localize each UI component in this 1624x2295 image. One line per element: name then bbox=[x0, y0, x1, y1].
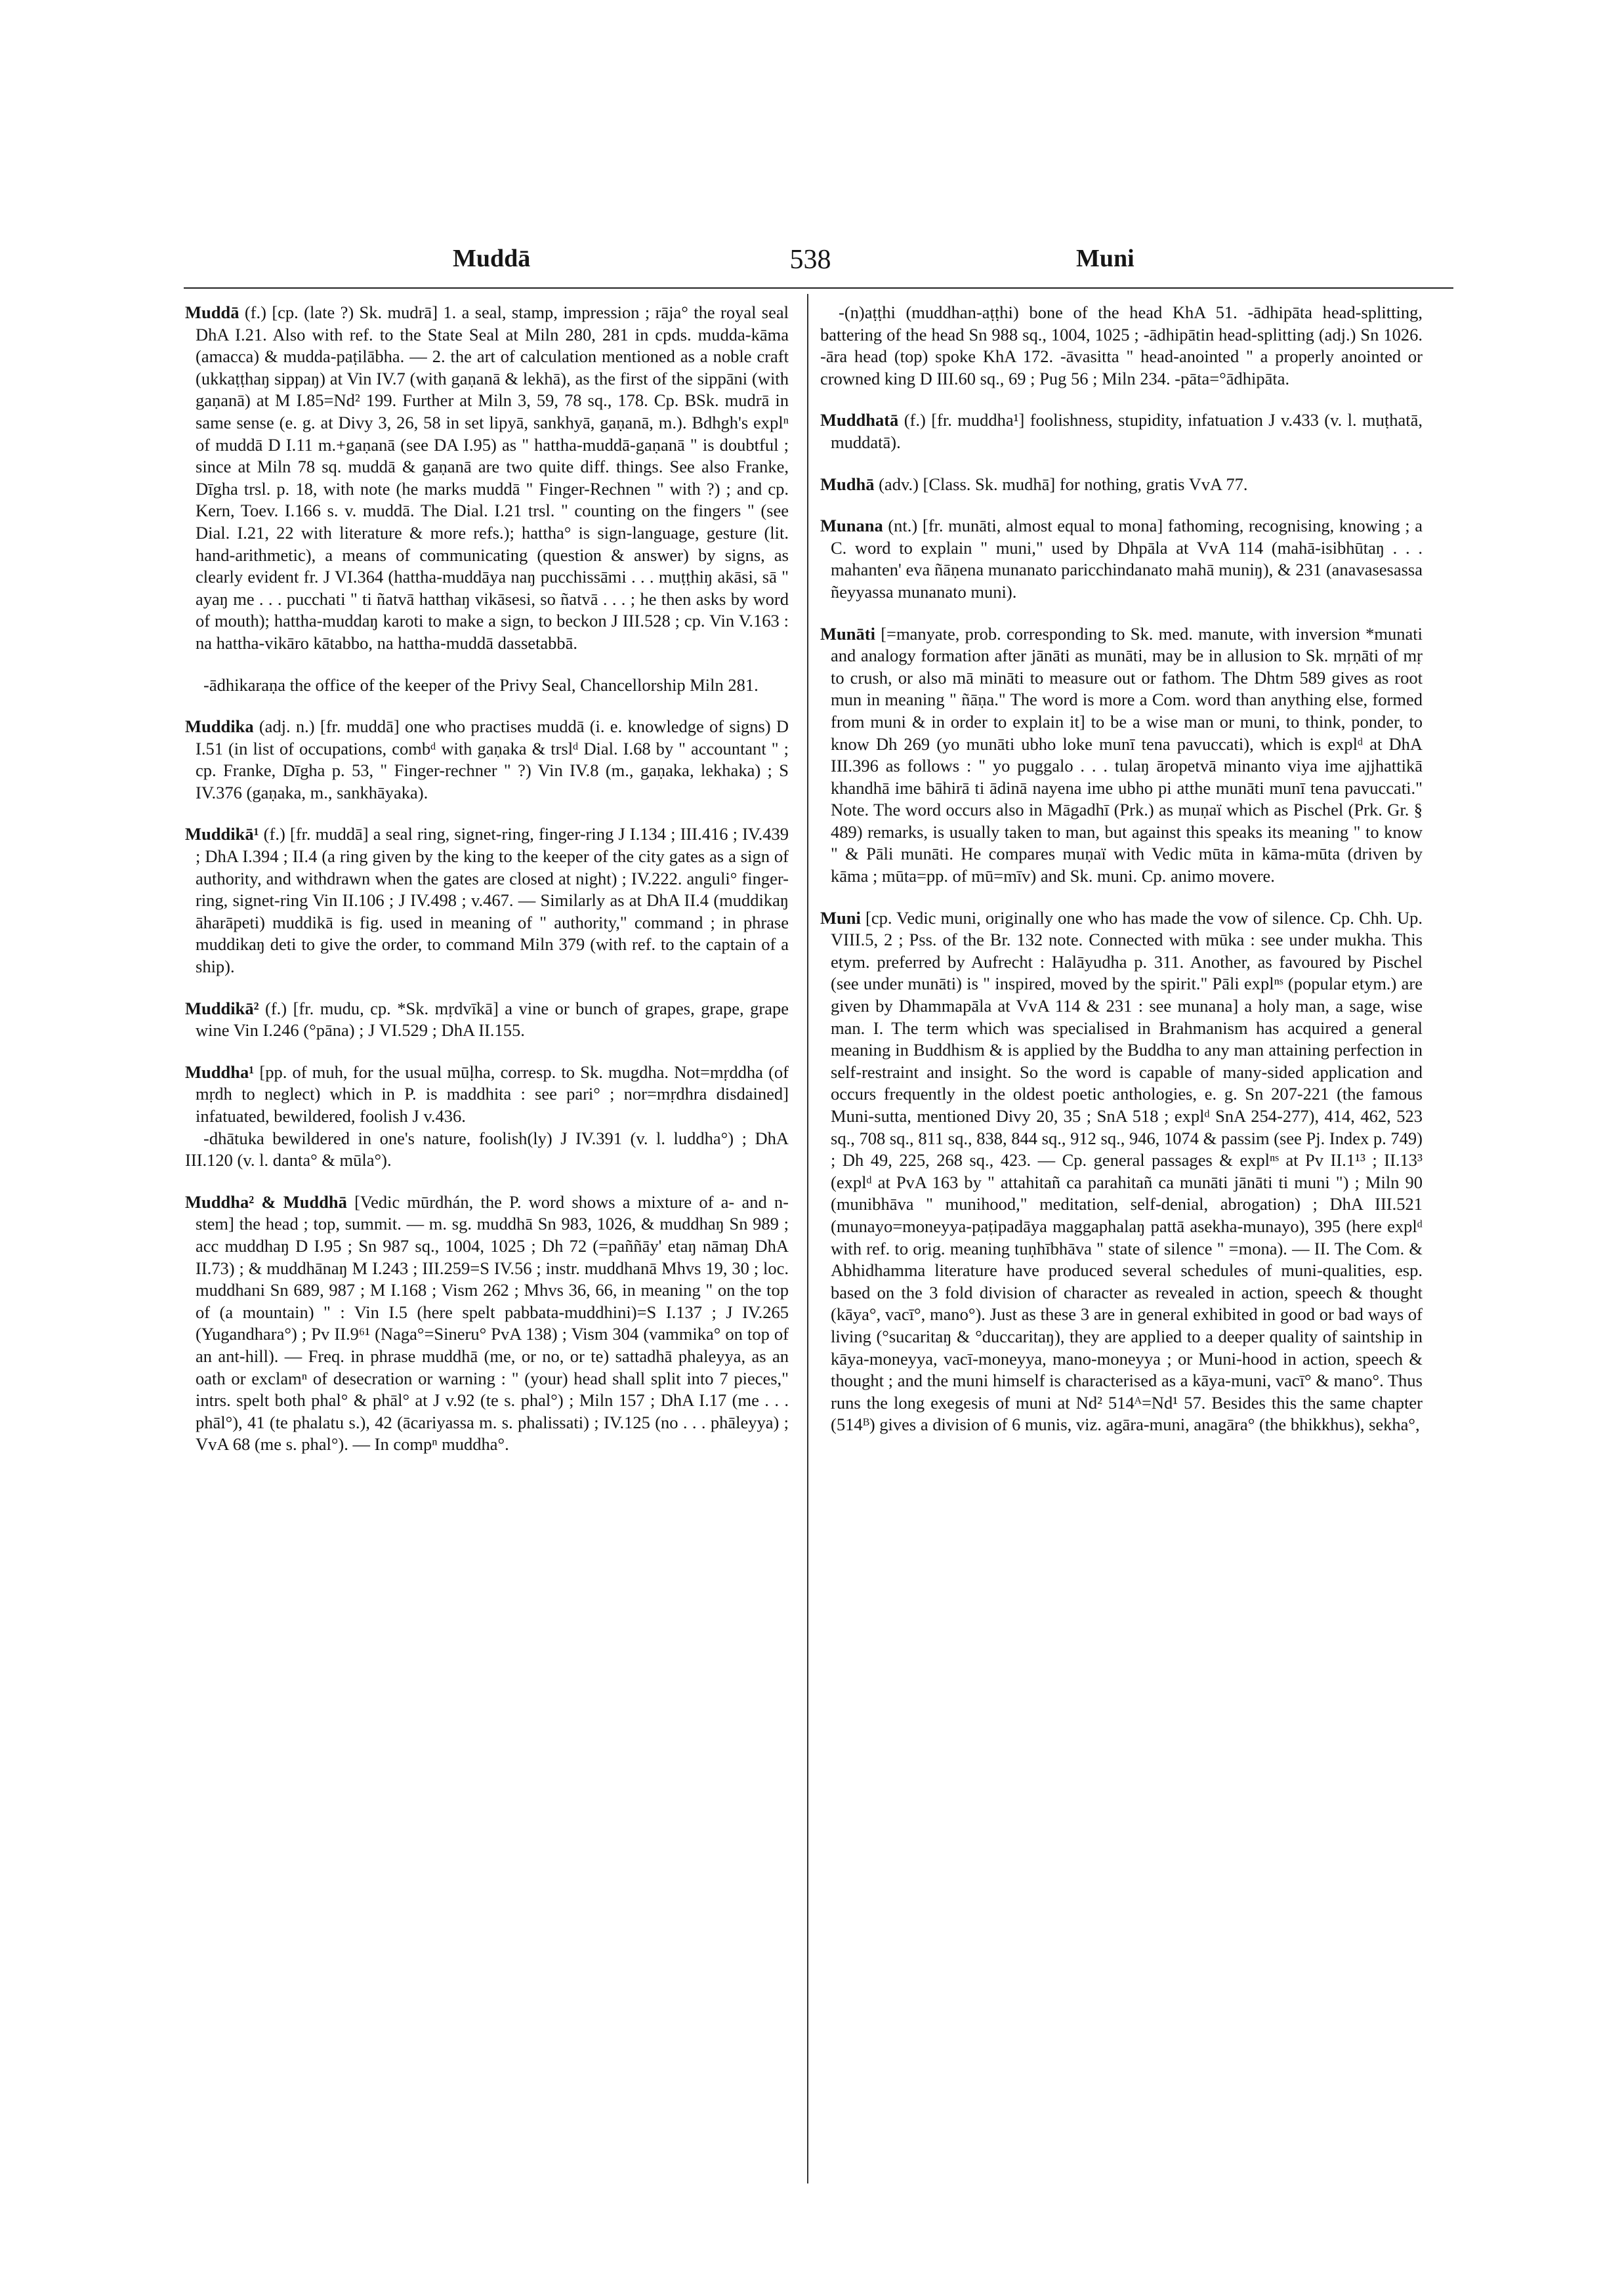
entry-mudda bbox=[185, 302, 789, 655]
headword: Muddika bbox=[185, 716, 254, 737]
headword: Muni bbox=[820, 907, 861, 928]
header-rule bbox=[184, 287, 1453, 289]
entry-muddika-2 bbox=[185, 998, 789, 1042]
definition: (adj. n.) [fr. muddā] one who practises muddā (i. e. knowledge of signs) D I.51 (in list of occupations, combᵈ with gaṇaka & trslᵈ Dial. I.68 by " accountant " ; cp. Franke, Dīgha p. 53, " Finger-rechner " ?) Vin IV.8 (m., gaṇaka, lekhaka) ; S IV.376 (gaṇaka, m., sankhāyaka). bbox=[196, 716, 789, 802]
headword: Munāti bbox=[820, 623, 875, 644]
entry-muddhata bbox=[820, 409, 1423, 453]
continuation-muddha-compounds: -(n)aṭṭhi (muddhan-aṭṭhi) bone of the head KhA 51. -ādhipāta head-splitting, battering of the head Sn 988 sq., 1004, 1025 ; -ādhipātin head-splitting (adj.) Sn 1026. -āra head (top) spoke KhA 172. -āvasitta " head-anointed " a properly anointed or crowned king D III.60 sq., 69 ; Pug 56 ; Miln 234. -pāta=°ādhipāta. bbox=[820, 302, 1423, 388]
headword: Muddha² & Muddhā bbox=[185, 1191, 347, 1212]
header-right-headword: Muni bbox=[1076, 245, 1135, 272]
definition: [=manyate, prob. corresponding to Sk. med. manute, with inversion *munati and analogy formation after jānāti as munāti, may be in allusion to Sk. mṛṇāti of mṛ to crush, or also mā mināti to measure out or fathom. The Dhtm 589 gives as root mun in meaning " ñāṇa." The word is more a Com. word than anything else, formed from muni & in order to explain it] to be a wise man or muni, to think, ponder, to know Dh 269 (yo munāti ubho loke munī tena pavuccati), which is explᵈ at DhA III.396 as follows : " yo puggalo . . . tulaŋ āropetvā minanto viya ime ajjhattikā khandhā ime bāhirā ti ādinā nayena ime ubho pi atthe munāti munī tena pavuccati." Note. The word occurs also in Māgadhī (Prk.) as muṇaï which as Pischel (Prk. Gr. § 489) remarks, is usually taken to man, but against this speaks its meaning " to know " & Pāli munāti. He compares muṇaï with Vedic mūta in kāma-mūta (driven by kāma ; mūta=pp. of mū=mīv) and Sk. muni. Cp. animo movere. bbox=[831, 623, 1423, 886]
left-column bbox=[185, 302, 789, 1476]
definition: (adv.) [Class. Sk. mudhā] for nothing, gratis VvA 77. bbox=[879, 474, 1248, 494]
entry-muddha-1 bbox=[185, 1062, 789, 1128]
headword: Muddā bbox=[185, 302, 239, 322]
entry-muddika-1 bbox=[185, 823, 789, 978]
column-divider bbox=[807, 294, 808, 2183]
headword: Muddhatā bbox=[820, 410, 899, 430]
headword: Muddikā¹ bbox=[185, 824, 259, 844]
page-number: 538 bbox=[789, 245, 831, 275]
header-left-headword: Muddā bbox=[453, 245, 531, 272]
entry-mudha bbox=[820, 474, 1423, 496]
definition: (f.) [cp. (late ?) Sk. mudrā] 1. a seal, stamp, impression ; rāja° the royal seal DhA I.21. Also with ref. to the State Seal at Miln 280, 281 in cpds. mudda-kāma (amacca) & mudda-paṭilābha. — 2. the art of calculation mentioned as a noble craft (ukkaṭṭhaŋ sippaŋ) at Vin IV.7 (with gaṇanā & lekhā), as the first of the sippāni (with gaṇanā) at M I.85=Nd² 199. Further at Miln 3, 59, 78 sq., 178. Cp. BSk. mudrā in same sense (e. g. at Divy 3, 26, 58 in set lipyā, sankhyā, gaṇanā, m.). Bdhgh's explⁿ of muddā D I.11 m.+gaṇanā (see DA I.95) as " hattha-muddā-gaṇanā " is doubtful ; since at Miln 78 sq. muddā & gaṇanā are two quite diff. things. See also Franke, Dīgha trsl. p. 18, with note (he marks muddā " Finger-Rechnen " with ?) ; and cp. Kern, Toev. I.166 s. v. muddā. The Dial. I.21 trsl. " counting on the fingers " (see Dial. I.21, 22 with literature & more refs.); hattha° is sign-language, gesture (lit. hand-arithmetic), a means of communicating (question & answer) by signs, as clearly evident fr. J VI.364 (hattha-muddāya naŋ pucchissāmi . . . muṭṭhiŋ akāsi, sā " ayaŋ me . . . pucchati " ti ñatvā hatthaŋ vikāsesi, so ñatvā . . . ; he then asks by word of mouth); hattha-muddaŋ karoti to make a sign, to beckon J III.528 ; cp. Vin V.163 : na hattha-vikāro kātabbo, na hattha-muddā dassetabbā. bbox=[196, 302, 789, 653]
running-head bbox=[0, 244, 1624, 290]
subentry-muddha-dhatuka: -dhātuka bewildered in one's nature, foolish(ly) J IV.391 (v. l. luddha°) ; DhA III.120 (v. l. danta° & mūla°). bbox=[185, 1128, 789, 1170]
entry-muddika bbox=[185, 716, 789, 804]
entry-munati bbox=[820, 623, 1423, 888]
entry-muddha-2 bbox=[185, 1191, 789, 1456]
definition: (nt.) [fr. munāti, almost equal to mona] fathoming, recognising, knowing ; a C. word to explain " muni," used by Dhpāla at VvA 114 (mahā-isibhūtaŋ . . . mahanten' eva ñāṇena munanato paricchindanato mahā muniŋ), & 231 (anavasesassa ñeyyassa munanato muni). bbox=[831, 516, 1423, 602]
definition: [cp. Vedic muni, originally one who has made the vow of silence. Cp. Chh. Up. VIII.5, 2 ; Pss. of the Br. 132 note. Connected with mūka : see under mukha. This etym. preferred by Aufrecht : Halāyudha p. 311. Another, as favoured by Pischel (see under munāti) is " inspired, moved by the spirit." Pāli explⁿˢ (popular etym.) are given by Dhammapāla at VvA 114 & 231 : see munana] a holy man, a sage, wise man. I. The term which was specialised in Brahmanism has acquired a general meaning in Buddhism & is applied by the Buddha to any man attaining perfection in self-restraint and insight. So the word is capable of many-sided application and occurs frequently in the oldest poetic anthologies, e. g. Sn 207-221 (the famous Muni-sutta, mentioned Divy 20, 35 ; SnA 518 ; explᵈ SnA 254-277), 414, 462, 523 sq., 708 sq., 811 sq., 838, 844 sq., 912 sq., 946, 1074 & passim (see Pj. Index p. 749) ; Dh 49, 225, 268 sq., 423. — Cp. general passages & explⁿˢ at Pv II.1¹³ ; II.13³ (explᵈ at PvA 163 by " attahitañ ca parahitañ ca munāti jānāti ti muni ") ; Miln 90 (munibhāva " munihood," meditation, self-denial, abrogation) ; DhA III.521 (munayo=moneyya-paṭipadāya maggaphalaŋ pattā asekha-munayo), 395 (here explᵈ with ref. to orig. meaning tuṇhībhāva " state of silence " =mona). — II. The Com. & Abhidhamma literature have produced several schedules of muni-qualities, esp. based on the 3 fold division of character as revealed in action, speech & thought (kāya°, vacī°, mano°). Just as these 3 are in general exhibited in good or bad ways of living (°sucaritaŋ & °duccaritaŋ), they are applied to a deeper quality of saintship in kāya-moneyya, vacī-moneyya, mano-moneyya ; or Muni-hood in action, speech & thought ; and the muni himself is characterised as a kāya-muni, vacī° & mano°. Thus runs the long exegesis of muni at Nd² 514ᴬ=Nd¹ 57. Besides this the same chapter (514ᴮ) gives a division of 6 munis, viz. agāra-muni, anagāra° (the bhikkhus), sekha°, bbox=[831, 907, 1423, 1435]
definition: (f.) [fr. muddha¹] foolishness, stupidity, infatuation J v.433 (v. l. muṭhatā, muddatā). bbox=[831, 410, 1423, 452]
definition: [pp. of muh, for the usual mūḷha, corresp. to Sk. mugdha. Not=mṛddha (of mṛdh to neglect) which in P. is maddhita : see pari° ; nor=mṛdhra disdained] infatuated, bewildered, foolish J v.436. bbox=[196, 1062, 789, 1126]
headword: Munana bbox=[820, 516, 883, 536]
entry-munana bbox=[820, 515, 1423, 603]
definition: (f.) [fr. mudu, cp. *Sk. mṛdvīkā] a vine or bunch of grapes, grape, grape wine Vin I.246 (°pāna) ; J VI.529 ; DhA II.155. bbox=[196, 998, 789, 1041]
subentry-mudda-adhikarana: -ādhikaraṇa the office of the keeper of the Privy Seal, Chancellorship Miln 281. bbox=[203, 674, 759, 695]
right-column bbox=[820, 302, 1423, 1456]
headword: Mudhā bbox=[820, 474, 875, 494]
entry-muni bbox=[820, 907, 1423, 1436]
headword: Muddikā² bbox=[185, 998, 259, 1018]
headword: Muddha¹ bbox=[185, 1062, 255, 1082]
definition: (f.) [fr. muddā] a seal ring, signet-ring, finger-ring J I.134 ; III.416 ; IV.439 ; DhA I.394 ; II.4 (a ring given by the king to the keeper of the city gates as a sign of authority, and withdrawn when the gates are closed at night) ; IV.222. anguli° finger-ring, signet-ring Vin II.106 ; J IV.498 ; v.467. — Similarly as at DhA II.4 (muddikaŋ āharāpeti) muddikā is fig. used in meaning of " authority," command ; in phrase muddikaŋ deti to give the order, to command Miln 379 (with ref. to the captain of a ship). bbox=[196, 824, 789, 977]
definition: [Vedic mūrdhán, the P. word shows a mixture of a- and n- stem] the head ; top, summit. — m. sg. muddhā Sn 983, 1026, & muddhaŋ Sn 989 ; acc muddhaŋ D I.95 ; Sn 987 sq., 1004, 1025 ; Dh 72 (=paññāy' etaŋ nāmaŋ DhA II.73) ; & muddhānaŋ M I.243 ; III.259=S IV.56 ; instr. muddhanā Mhvs 19, 30 ; loc. muddhani Sn 689, 987 ; M I.168 ; Vism 262 ; Mhvs 36, 66, in meaning " on the top of (a mountain) " : Vin I.5 (here spelt pabbata-muddhini)=S I.137 ; J IV.265 (Yugandhara°) ; Pv II.9⁶¹ (Naga°=Sineru° PvA 138) ; Vism 304 (vammika° on top of an ant-hill). — Freq. in phrase muddhā (me, or no, or te) sattadhā phaleyya, as an oath or exclamⁿ of desecration or warning : " (your) head shall split into 7 pieces," intrs. spelt both phal° & phāl° at J v.92 (te s. phal°) ; Miln 157 ; DhA I.17 (me . . . phāl°), 41 (te phalatu s.), 42 (ācariyassa m. s. phalissati) ; IV.125 (no . . . phāleyya) ; VvA 68 (me s. phal°). — In compⁿ muddha°. bbox=[196, 1191, 789, 1455]
